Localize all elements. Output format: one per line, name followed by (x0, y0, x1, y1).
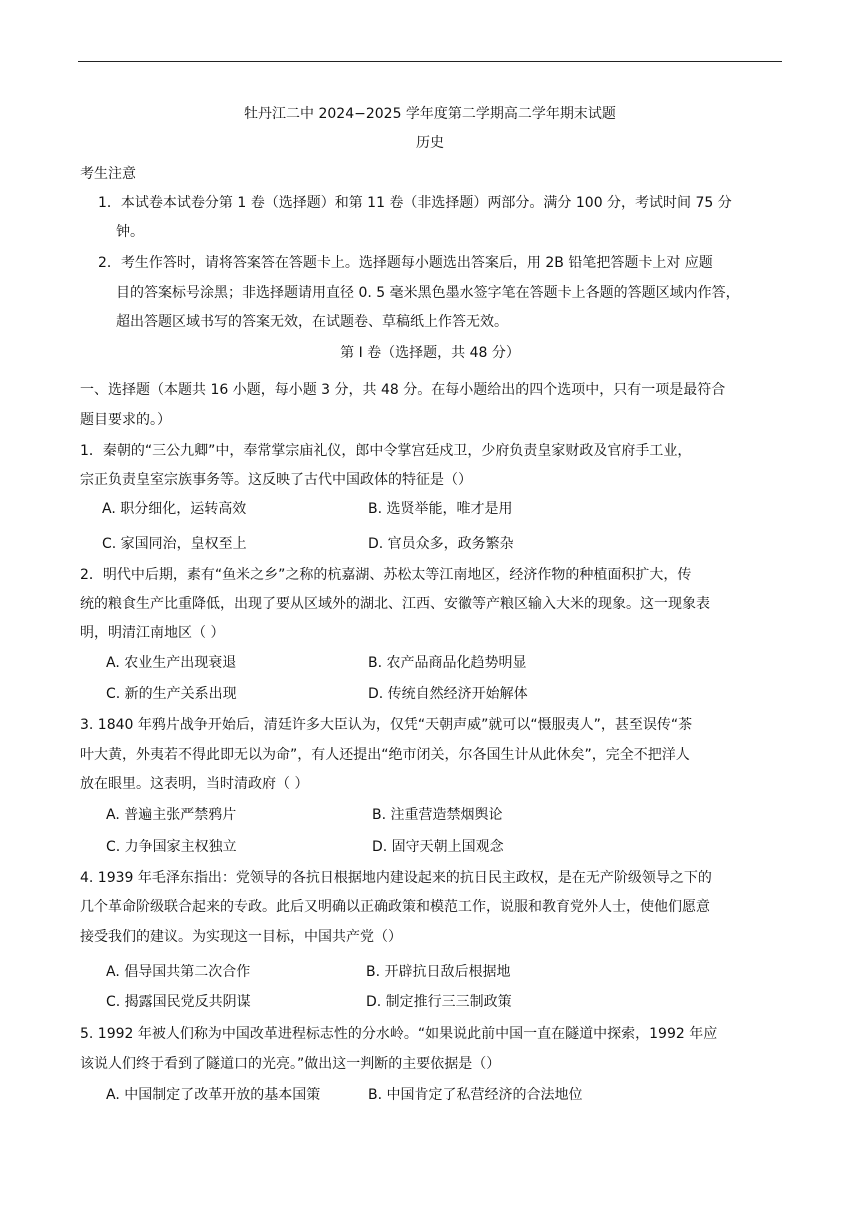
q1-option-a: A. 职分细化，运转高效 (102, 501, 247, 517)
q1-option-b: B. 选贤举能，唯才是用 (368, 501, 513, 517)
question-3-text: 3. 1840 年鸦片战争开始后，清廷许多大臣认为，仅凭“天朝声威”就可以“慑服夷人”，甚至误传“茶 (80, 717, 693, 733)
notice-heading: 考生注意 (80, 166, 136, 182)
question-4-text: 几个革命阶级联合起来的专政。此后又明确以正确政策和模范工作，说服和教育党外人士，使他们愿意 (80, 899, 710, 915)
q1-option-d: D. 官员众多，政务繁杂 (368, 536, 514, 552)
question-5-text: 5. 1992 年被人们称为中国改革进程标志性的分水岭。“如果说此前中国一直在隧道中探索，1992 年应 (80, 1026, 718, 1042)
section-instructions-cont: 题目要求的。） (80, 412, 171, 428)
question-4-text: 4. 1939 年毛泽东指出：党领导的各抗日根据地内建设起来的抗日民主政权，是在无产阶级领导之下的 (80, 870, 712, 886)
q3-option-d: D. 固守天朝上国观念 (372, 839, 504, 855)
q4-option-d: D. 制定推行三三制政策 (366, 994, 512, 1010)
top-rule (78, 61, 782, 62)
q2-option-a: A. 农业生产出现衰退 (106, 655, 237, 671)
q1-option-c: C. 家国同治，皇权至上 (102, 536, 247, 552)
question-1-text: 宗正负责皇室宗族事务等。这反映了古代中国政体的特征是（） (80, 472, 472, 488)
question-2-text: 2．明代中后期，素有“鱼米之乡”之称的杭嘉湖、苏松太等江南地区，经济作物的种植面积扩大，传 (80, 567, 692, 583)
question-3-text: 叶大黄，外夷若不得此即无以为命”，有人还提出“绝市闭关，尔各国生计从此休矣”，完全不把洋人 (80, 747, 690, 763)
subject-title: 历史 (416, 135, 444, 151)
q4-option-c: C. 揭露国民党反共阴谋 (106, 994, 251, 1010)
notice-item-1-cont: 钟。 (116, 224, 144, 240)
q5-option-b: B. 中国肯定了私营经济的合法地位 (368, 1087, 583, 1103)
q4-option-b: B. 开辟抗日敌后根据地 (366, 964, 511, 980)
q2-option-c: C. 新的生产关系出现 (106, 686, 237, 702)
section-title: 第 I 卷（选择题，共 48 分） (340, 345, 520, 361)
notice-item-2: 2．考生作答时，请将答案答在答题卡上。选择题每小题选出答案后，用 2B 铅笔把答题卡上对 应题 (98, 255, 713, 271)
q5-option-a: A. 中国制定了改革开放的基本国策 (106, 1087, 321, 1103)
section-instructions: 一、选择题（本题共 16 小题，每小题 3 分，共 48 分。在每小题给出的四个选项中，只有一项是最符合 (80, 382, 726, 398)
question-3-text: 放在眼里。这表明，当时清政府（ ） (80, 776, 309, 792)
question-2-text: 统的粮食生产比重降低，出现了要从区域外的湖北、江西、安徽等产粮区输入大米的现象。这一现象表 (80, 596, 710, 612)
question-4-text: 接受我们的建议。为实现这一目标，中国共产党（） (80, 929, 402, 945)
exam-title: 牡丹江二中 2024−2025 学年度第二学期高二学年期末试题 (244, 106, 616, 122)
q2-option-b: B. 农产品商品化趋势明显 (368, 655, 527, 671)
question-2-text: 明，明清江南地区（ ） (80, 625, 225, 641)
question-5-text: 该说人们终于看到了隧道口的光亮。”做出这一判断的主要依据是（） (80, 1056, 501, 1072)
q3-option-b: B. 注重营造禁烟舆论 (372, 807, 503, 823)
q2-option-d: D. 传统自然经济开始解体 (368, 686, 528, 702)
q3-option-c: C. 力争国家主权独立 (106, 839, 237, 855)
notice-item-1: 1．本试卷本试卷分第 1 卷（选择题）和第 11 卷（非选择题）两部分。满分 100 分，考试时间 75 分 (98, 195, 732, 211)
notice-item-2-cont: 目的答案标号涂黑；非选择题请用直径 0. 5 毫米黑色墨水签字笔在答题卡上各题的答题区域内作答， (116, 285, 740, 301)
question-1-text: 1．秦朝的“三公九卿”中，奉常掌宗庙礼仪，郎中令掌宫廷戍卫，少府负责皇家财政及官府手工业， (80, 443, 692, 459)
q3-option-a: A. 普遍主张严禁鸦片 (106, 807, 237, 823)
notice-item-2-cont: 超出答题区域书写的答案无效，在试题卷、草稿纸上作答无效。 (116, 314, 508, 330)
q4-option-a: A. 倡导国共第二次合作 (106, 964, 251, 980)
